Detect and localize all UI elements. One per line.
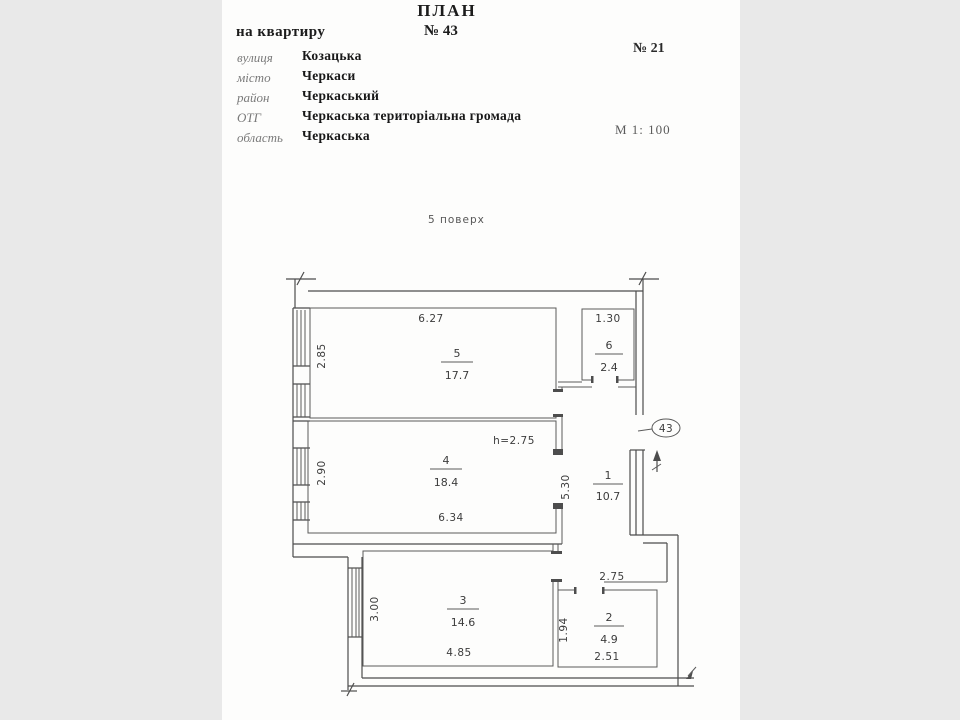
plan-title: ПЛАН [417,1,477,20]
field-street-value: Козацька [302,48,362,63]
room-4-number: 4 [442,454,450,467]
outer-walls [286,272,694,696]
room-2-area: 4.9 [600,633,618,646]
room-3-number: 3 [459,594,467,607]
dim-room5-width: 6.27 [418,313,444,325]
dim-room2-width: 2.51 [594,651,620,663]
field-region-label: область [237,130,283,145]
field-region-value: Черкаська [302,128,370,143]
apartment-number: № 43 [424,23,458,39]
dim-room3-depth: 3.00 [369,596,381,622]
room-2-number: 2 [605,611,613,624]
room-6-area: 2.4 [600,361,618,374]
field-otg-value: Черкаська територіальна громада [302,108,522,123]
window-hatching [297,310,359,637]
room-4-area: 18.4 [433,476,459,489]
room-5-label [441,347,473,382]
dim-room6-width: 1.30 [595,313,621,325]
room-3-label [447,594,479,629]
room-1-area: 10.7 [595,490,621,503]
room-3-area: 14.6 [450,616,476,629]
dim-hall-length: 5.30 [560,474,572,500]
room-1-label [593,469,623,503]
field-city-value: Черкаси [302,68,356,83]
room-2-label [594,611,624,646]
dim-room4-width: 6.34 [438,512,464,524]
ceiling-height-label: h=2.75 [493,435,535,447]
room-4-label [430,454,462,489]
dim-room3-width: 4.85 [446,647,472,659]
field-street-label: вулиця [237,50,273,65]
entrance-arrow-icon [652,450,661,472]
entrance-tag-number: 43 [658,423,674,435]
building-number: № 21 [633,41,665,56]
room-5-number: 5 [453,347,461,360]
floor-label: 5 поверх [428,214,485,226]
room-6-number: 6 [605,339,613,352]
field-district-label: район [237,90,270,105]
dim-room5-depth: 2.85 [316,343,328,369]
plan-subtitle: на квартиру [236,24,326,40]
room-6-label [595,339,623,374]
room-1-number: 1 [604,469,612,482]
scale-label: М 1: 100 [615,122,671,137]
field-city-label: місто [237,70,271,85]
corner-arrow-icon [686,667,696,679]
dim-room2-depth: 1.94 [558,617,570,643]
room-5-area: 17.7 [444,369,470,382]
dim-hall-width: 2.75 [599,571,625,583]
field-otg-label: ОТГ [237,110,262,125]
field-district-value: Черкаський [302,88,380,103]
dim-room4-depth: 2.90 [316,460,328,486]
